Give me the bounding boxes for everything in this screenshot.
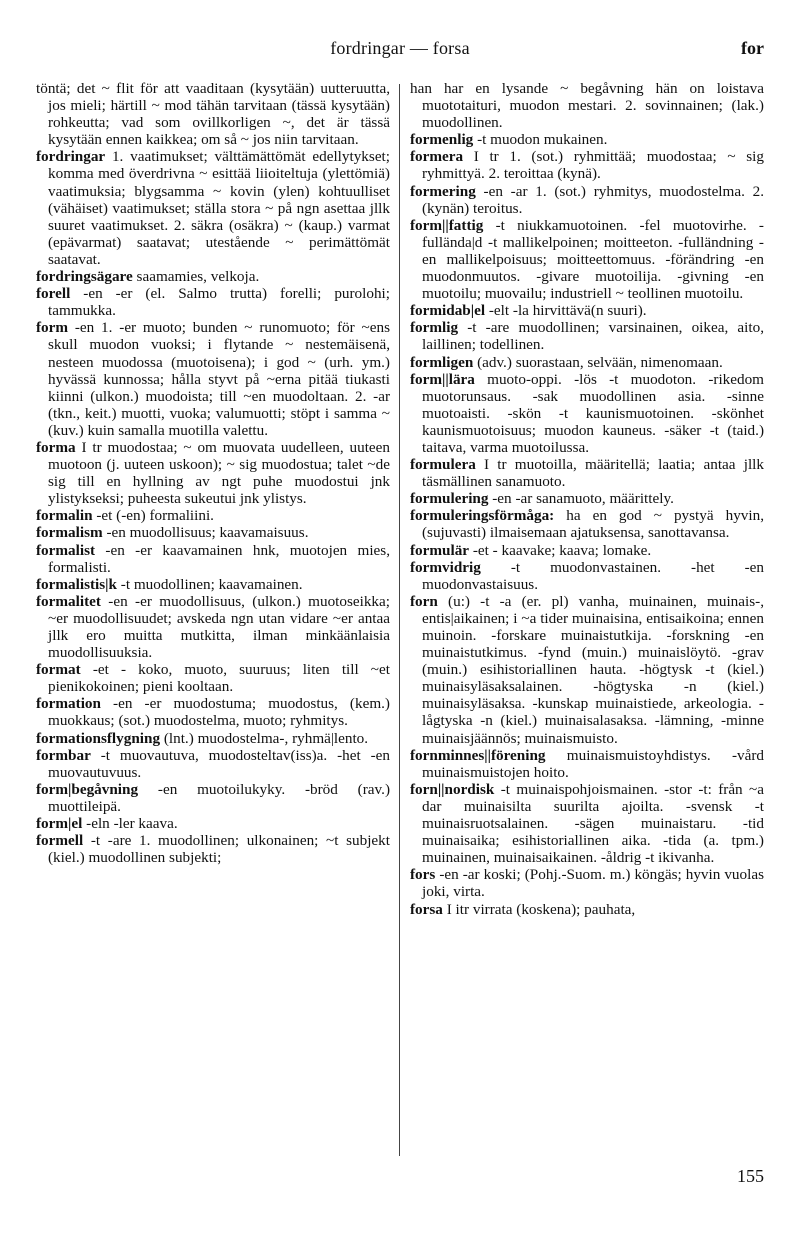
left-column xyxy=(36,80,390,866)
headword: formbar xyxy=(36,746,91,764)
column-divider xyxy=(399,84,400,1156)
dictionary-entry: han har en lysande ~ begåvning hän on loistava muototaituri, muodon mestari. 2. sovinnainen; (lak.) muodollinen. xyxy=(410,80,764,132)
headword: formalist xyxy=(36,541,96,559)
headword: forma xyxy=(36,438,76,456)
headword: form||fattig xyxy=(410,216,484,234)
headword: fors xyxy=(410,866,436,884)
dictionary-entry: fors -en -ar koski; (Pohj.-Suom. m.) köngäs; hyvin vuolas joki, virta. xyxy=(410,866,764,901)
dictionary-entry: formulering -en -ar sanamuoto, määrittely. xyxy=(410,490,674,508)
dictionary-entry: formalitet -en -er muodollisuus, (ulkon.) muotoseikka; ~er muodollisuudet; avskeda ngn utan vidare ~er antaa jllk ero muitta mutkitta, ilman minkäänlaisia muodollisuuksia. xyxy=(36,592,390,662)
headword: fordringar xyxy=(36,148,106,166)
header-title: fordringar — forsa xyxy=(330,38,470,58)
dictionary-entry: formenlig -t muodon mukainen. xyxy=(410,131,608,149)
headword: forell xyxy=(36,285,71,303)
headword: formulär xyxy=(410,541,470,559)
dictionary-entry: formalin -et (-en) formaliini. xyxy=(36,507,214,525)
headword: formalitet xyxy=(36,592,101,610)
dictionary-entry: formering -en -ar 1. (sot.) ryhmitys, muodostelma. 2. (kynän) teroitus. xyxy=(410,182,764,217)
dictionary-entry: fornminnes||förening muinaismuistoyhdistys. -vård muinaismuistojen hoito. xyxy=(410,746,764,781)
headword: form||lära xyxy=(410,370,475,388)
dictionary-entry: fordringar 1. vaatimukset; välttämättömät edellytykset; komma med överdrivna ~ esittää liioiteltuja (ylettömiä) vaatimuksia; blygsamma ~ kovin (ylen) kohtuulliset (vähäiset) vaatimukset; ställa stora ~ på ngn asettaa jllk suuret vaatimukset. 2. säkra (osäkra) ~ (kaup.) varmat (epävarmat) saatavat; utestående ~ perimättömät saatavat. xyxy=(36,148,390,268)
headword: formenlig xyxy=(410,131,474,149)
headword: formlig xyxy=(410,319,459,337)
headword: form|el xyxy=(36,815,83,833)
dictionary-entry: formationsflygning (lnt.) muodostelma-, ryhmä|lento. xyxy=(36,729,369,747)
dictionary-entry: format -et - koko, muoto, suuruus; liten till ~et pienikokoinen; pieni kooltaan. xyxy=(36,661,390,696)
dictionary-entry: formera I tr 1. (sot.) ryhmittää; muodostaa; ~ sig ryhmittyä. 2. teroittaa (kynä). xyxy=(410,148,764,183)
dictionary-entry: forsa I itr virrata (koskena); pauhata, xyxy=(410,900,636,918)
headword: formulera xyxy=(410,456,476,474)
dictionary-entry: formulera I tr muotoilla, määritellä; laatia; antaa jllk täsmällinen sanamuoto. xyxy=(410,456,764,491)
headword: formationsflygning xyxy=(36,729,161,747)
headword: formell xyxy=(36,832,84,850)
headword: forn||nordisk xyxy=(410,780,495,798)
headword: forsa xyxy=(410,900,443,918)
headword: forn xyxy=(410,592,438,610)
header-guide-word: for xyxy=(741,38,764,58)
dictionary-entry: formell -t -are 1. muodollinen; ulkonainen; ~t subjekt (kiel.) muodollinen subjekti; xyxy=(36,832,390,867)
dictionary-entry: formulär -et - kaavake; kaava; lomake. xyxy=(410,541,652,559)
text-columns xyxy=(36,80,764,1160)
dictionary-entry: formbar -t muovautuva, muodosteltav(iss)a. -het -en muovautuvuus. xyxy=(36,746,390,781)
headword: formuleringsförmåga: xyxy=(410,507,555,525)
dictionary-entry: töntä; det ~ flit för att vaaditaan (kysytään) uutteruutta, jos mieli; härtill ~ mod tähän tarvitaan (tässä kysytään) rohkeutta; vad som ovillkorligen ~, det är tässä kysytään ennen kaikkea; om så ~ jos niin tarvitaan. xyxy=(36,80,390,149)
headword: format xyxy=(36,661,81,679)
headword: formera xyxy=(410,148,464,166)
dictionary-entry: form||lära muoto-oppi. -lös -t muodoton. -rikedom muotorunsaus. -sak muodollinen asia. -sinne muotoaisti. -skön -t kaunismuotoinen. -skönhet kaunismuotoisuus; muodon kauneus. -säker -t (taid.) taitava, varma muotoilussa. xyxy=(410,370,764,456)
dictionary-entry: formlig -t -are muodollinen; varsinainen, oikea, aito, laillinen; todellinen. xyxy=(410,319,764,354)
headword: form|begåvning xyxy=(36,780,139,798)
headword: formalistis|k xyxy=(36,575,117,593)
dictionary-entry: form||fattig -t niukkamuotoinen. -fel muotovirhe. -fullända|d -t mallikelpoinen; moitteeton. -fulländning -en mallikelpoisuus; moitteettomuus. -förändring -en muodonmuutos. -givare muotoilija. -givning -en muotoilu; muovailu; industriell ~ teollinen muotoilu. xyxy=(410,216,764,303)
headword: form xyxy=(36,319,69,337)
dictionary-entry: forma I tr muodostaa; ~ om muovata uudelleen, uuteen muotoon (j. uuteen uskoon); ~ sig muodostua; talet ~de sig till en hyllning av ngt puhe muodostui jnk ylistykseksi; puheesta sukeutui jnk ylistys. xyxy=(36,438,390,508)
headword: formalism xyxy=(36,524,103,542)
dictionary-entry: form|el -eln -ler kaava. xyxy=(36,815,178,833)
dictionary-entry: formuleringsförmåga: ha en god ~ pystyä hyvin, (sujuvasti) ilmaisemaan ajatuksensa, sanottavansa. xyxy=(410,507,764,542)
headword: formvidrig xyxy=(410,558,481,576)
dictionary-entry: formligen (adv.) suorastaan, selvään, nimenomaan. xyxy=(410,353,723,371)
headword: formidab|el xyxy=(410,302,486,320)
dictionary-entry: form -en 1. -er muoto; bunden ~ runomuoto; för ~ens skull muodon vuoksi; i flytande ~ nestemäisenä, nesteen muodossa (muotoisena); i god ~ (urh. ym.) hyvässä kunnossa; hålla styvt på ~erna pitää tiukasti kiinni (ulkon.) muodoista; till ~en muodoltaan. 2. -ar (tkn., keit.) muotti, vuoka; valumuotti; stöpt i samma ~ (kuv.) kuin samalla muotilla valettu. xyxy=(36,319,390,439)
page-number: 155 xyxy=(737,1166,764,1186)
headword: formulering xyxy=(410,490,489,508)
dictionary-entry: formation -en -er muodostuma; muodostus, (kem.) muokkaus; (sot.) muodostelma, muoto; ryhmitys. xyxy=(36,695,390,730)
dictionary-entry: form|begåvning -en muotoilukyky. -bröd (rav.) muottileipä. xyxy=(36,780,390,815)
headword: formligen xyxy=(410,353,474,371)
dictionary-entry: formalistis|k -t muodollinen; kaavamainen. xyxy=(36,575,303,593)
headword: formalin xyxy=(36,507,93,525)
headword: fornminnes||förening xyxy=(410,746,546,764)
dictionary-entry: forn||nordisk -t muinaispohjoismainen. -stor -t: från ~a dar muinaisilta suurilta ajoilta. -svensk -t muinaisruotsalainen. -sägen muinaistaru. -tid muinaisaika; esihistoriallinen aika. -tida (a. tpm.) muinainen, muinaisaikainen. -åldrig -t ikivanha. xyxy=(410,780,764,867)
dictionary-entry: formalist -en -er kaavamainen hnk, muotojen mies, formalisti. xyxy=(36,541,390,576)
dictionary-entry: forn (u:) -t -a (er. pl) vanha, muinainen, muinais-, entis|aikainen; i ~a tider muinaisina, entisaikoina; ennen muinoin. -forskare muinaistutkija. -forskning -en muinaistutkimus. -fynd (muin.) muinaislöytö. -grav (muin.) esihistoriallinen hauta. -högtysk -t (kiel.) muinaisyläsaksalainen. -högtyska -n (kiel.) muinaisyläsaksa. -kunskap muinaistiede, arkeologia. -lågtyska -n (kiel.) muinaisalasaksa. -lämning, -minne muinaisjäännös; muinaismuisto. xyxy=(410,592,764,747)
dictionary-entry: forell -en -er (el. Salmo trutta) forelli; purolohi; tammukka. xyxy=(36,285,390,320)
headword: formering xyxy=(410,182,476,200)
dictionary-entry: formidab|el -elt -la hirvittävä(n suuri). xyxy=(410,302,647,320)
running-header xyxy=(36,38,764,68)
headword: fordringsägare xyxy=(36,268,133,286)
dictionary-entry: formalism -en muodollisuus; kaavamaisuus. xyxy=(36,524,309,542)
right-column xyxy=(410,80,764,918)
dictionary-entry: fordringsägare saamamies, velkoja. xyxy=(36,268,260,286)
dictionary-entry: formvidrig -t muodonvastainen. -het -en muodonvastaisuus. xyxy=(410,558,764,593)
headword: formation xyxy=(36,695,101,713)
